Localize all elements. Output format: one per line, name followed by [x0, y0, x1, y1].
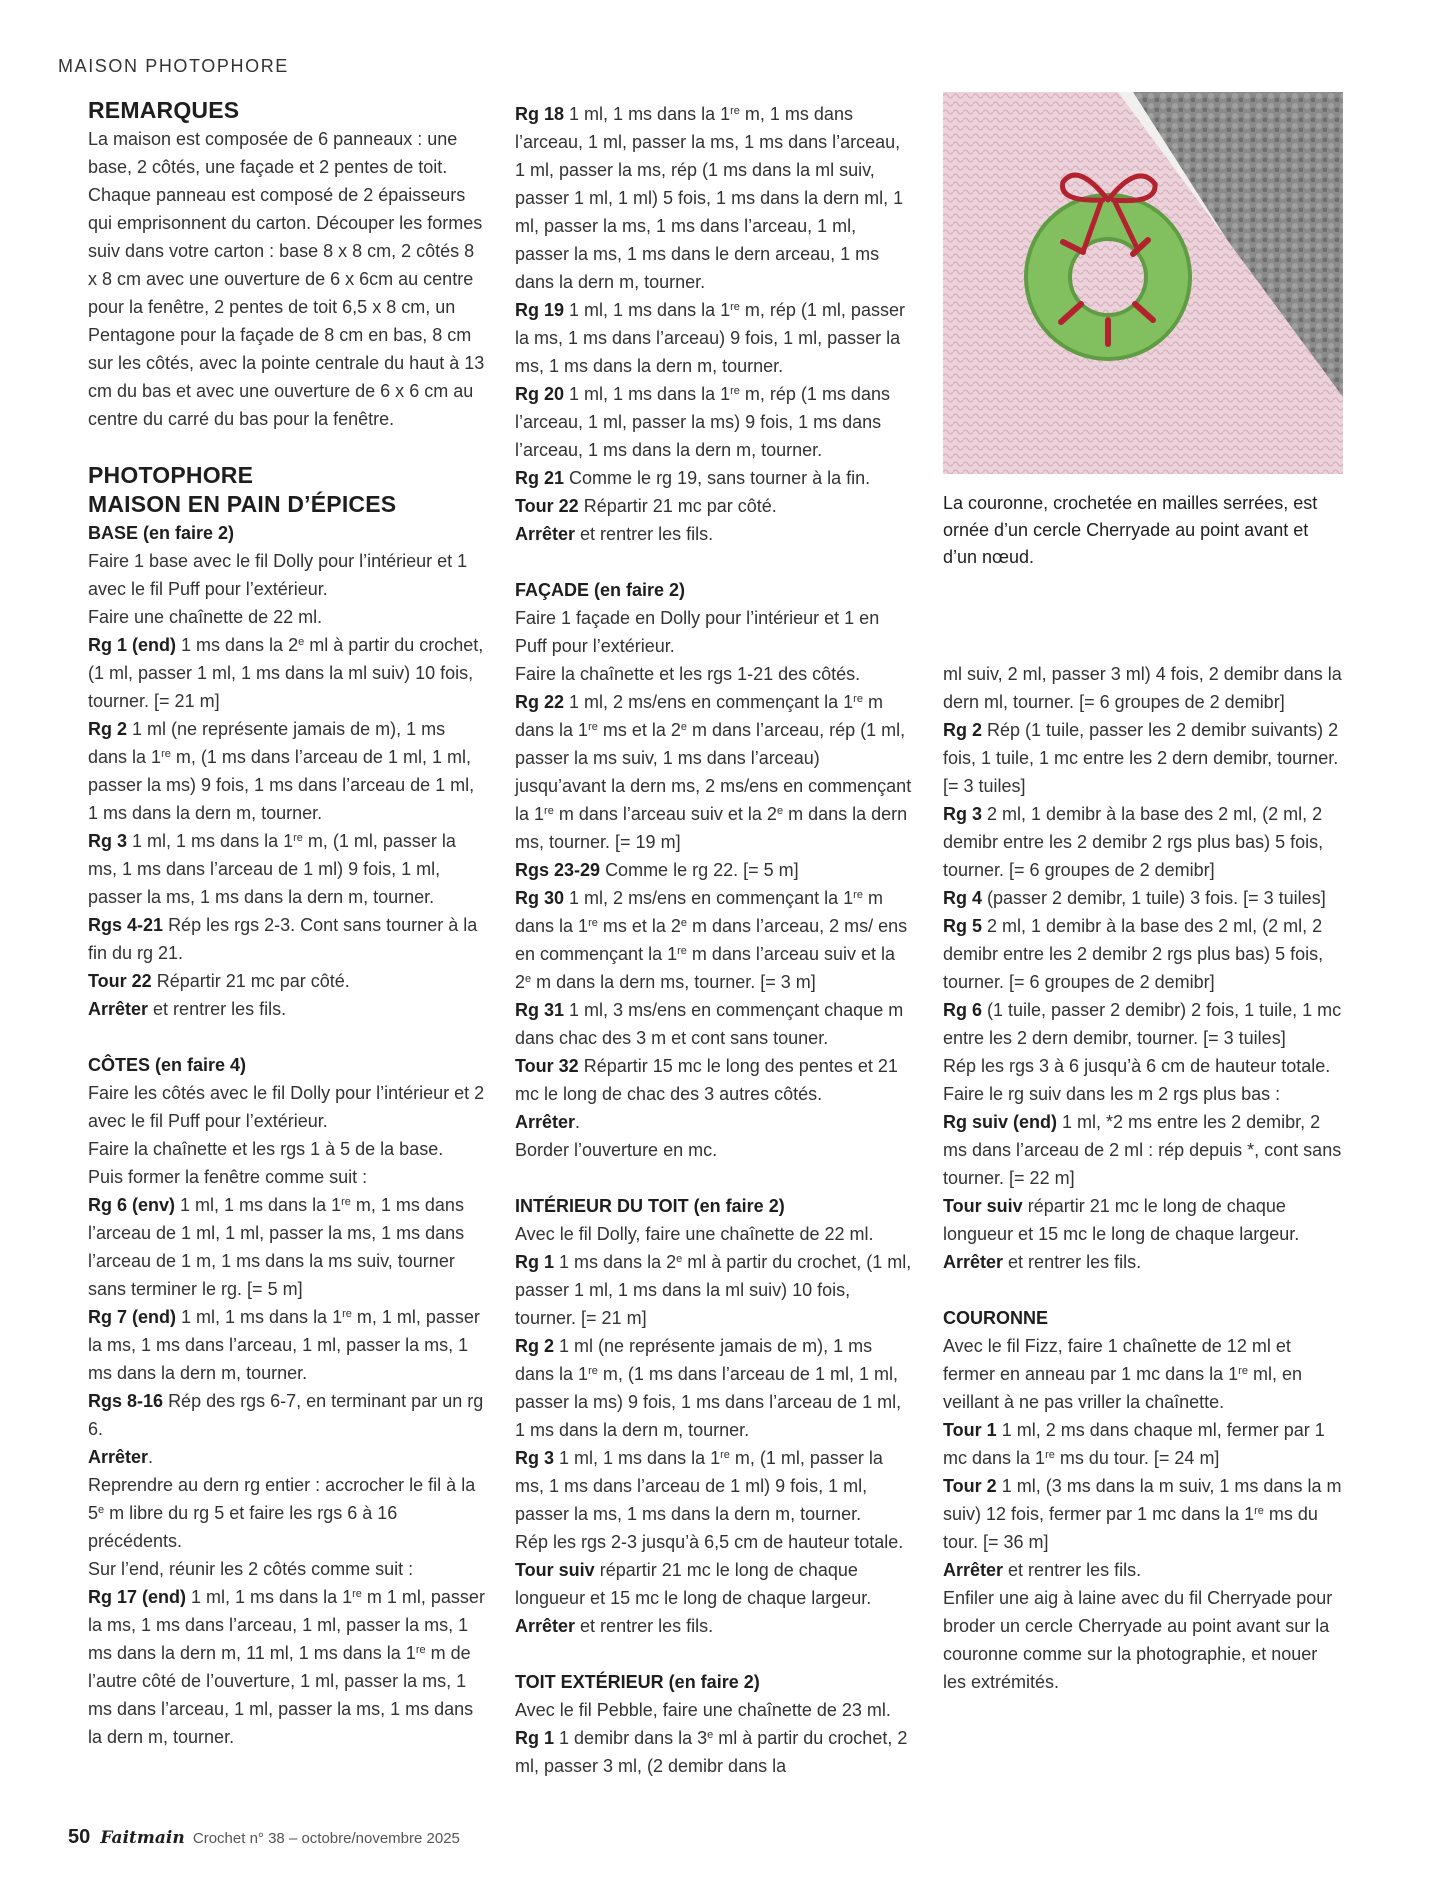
interieur-toursuiv: Tour suiv répartir 21 mc le long de chaque longueur et 15 mc le long de chaque largeur.: [515, 1560, 872, 1608]
facade-tour32: Tour 32 Répartir 15 mc le long des pentes et 21 mc le long de chac des 3 autres côtés.: [515, 1056, 898, 1104]
cotes-p2: Faire la chaînette et les rgs 1 à 5 de la base.: [88, 1139, 444, 1159]
base-rgs4-21: Rgs 4-21 Rép les rgs 2-3. Cont sans tourner à la fin du rg 21.: [88, 915, 478, 963]
toit-p1: Avec le fil Pebble, faire une chaînette de 23 ml.: [515, 1700, 891, 1720]
interieur-title: INTÉRIEUR DU TOIT (en faire 2): [515, 1196, 785, 1216]
interieur-p1: Avec le fil Dolly, faire une chaînette de 22 ml.: [515, 1224, 874, 1244]
cotes-p1: Faire les côtés avec le fil Dolly pour l’intérieur et 2 avec le fil Puff pour l’extérieur.: [88, 1083, 485, 1131]
base-rg1: Rg 1 (end) 1 ms dans la 2e ml à partir du crochet, (1 ml, passer 1 ml, 1 ms dans la ml suiv) 10 fois, tourner. [= 21 m]: [88, 635, 484, 711]
base-rg3: Rg 3 1 ml, 1 ms dans la 1re m, (1 ml, passer la ms, 1 ms dans l’arceau de 1 ml) 9 fois, 1 ml, passer la ms, 1 ms dans la dern m, tourner.: [88, 831, 456, 907]
issue-info: Crochet n° 38 – octobre/novembre 2025: [192, 1830, 460, 1847]
facade-rg22: Rg 22 1 ml, 2 ms/ens en commençant la 1re m dans la 1re ms et la 2e m dans l’arceau, rép (1 ml, passer la ms suiv, 1 ms dans l’arceau) jusqu’avant la dern ms, 2 ms/ens en commençant la 1re m dans l’arceau suiv et la 2e m dans la dern ms, tourner. [= 19 m]: [515, 692, 912, 852]
couronne-tour1: Tour 1 1 ml, 2 ms dans chaque ml, fermer par 1 mc dans la 1re ms du tour. [= 24 m]: [943, 1420, 1325, 1468]
interieur-rg1: Rg 1 1 ms dans la 2e ml à partir du crochet, (1 ml, passer 1 ml, 1 ms dans la ml suiv) 10 fois, tourner. [= 21 m]: [515, 1252, 912, 1328]
couronne-arreter: Arrêter et rentrer les fils.: [943, 1560, 1142, 1580]
cotes-tour22: Tour 22 Répartir 21 mc par côté.: [515, 496, 777, 516]
toit-rg3: Rg 3 2 ml, 1 demibr à la base des 2 ml, (2 ml, 2 demibr entre les 2 demibr 2 rgs plus bas) 5 fois, tourner. [= 6 groupes de 2 demibr]: [943, 804, 1324, 880]
page-number: 50: [68, 1826, 91, 1848]
cotes-reprendre: Reprendre au dern rg entier : accrocher le fil à la 5e m libre du rg 5 et faire les rgs 6 à 16 précédents.: [88, 1475, 476, 1551]
cotes-sur-lend: Sur l’end, réunir les 2 côtés comme suit :: [88, 1559, 414, 1579]
base-rg2: Rg 2 1 ml (ne représente jamais de m), 1 ms dans la 1re m, (1 ms dans l’arceau de 1 ml, 1 ml, passer la ms) 9 fois, 1 ms dans l’arceau de 1 ml, 1 ms dans la dern m, tourner.: [88, 719, 475, 823]
cotes-rg18: Rg 18 1 ml, 1 ms dans la 1re m, 1 ms dans l’arceau, 1 ml, passer la ms, 1 ms dans l’arceau, 1 ml, passer la ms, rép (1 ms dans la ml suiv, passer 1 ml, 1 ml) 5 fois, 1 ms dans la dern ml, 1 ml, passer la ms, 1 ms dans l’arceau, 1 ml, passer la ms, 1 ms dans le dern arceau, 1 ms dans la dern m, tourner.: [515, 104, 904, 292]
cotes-rg17: Rg 17 (end) 1 ml, 1 ms dans la 1re m 1 ml, passer la ms, 1 ms dans l’arceau, 1 ml, passer la ms, 1 ms dans la dern m, 11 ml, 1 ms dans la 1re m de l’autre côté de l’ouverture, 1 ml, passer la ms, 1 ms dans l’arceau, 1 ml, passer la ms, 1 ms dans la dern m, tourner.: [88, 1587, 485, 1747]
facade-p2: Faire la chaînette et les rgs 1-21 des côtés.: [515, 664, 861, 684]
couronne-tour2: Tour 2 1 ml, (3 ms dans la m suiv, 1 ms dans la m suiv) 12 fois, fermer par 1 mc dans la 1re ms du tour. [= 36 m]: [943, 1476, 1342, 1552]
main-title-2: MAISON EN PAIN D’ÉPICES: [88, 491, 397, 517]
facade-p1: Faire 1 façade en Dolly pour l’intérieur et 1 en Puff pour l’extérieur.: [515, 608, 880, 656]
cotes-rg19: Rg 19 1 ml, 1 ms dans la 1re m, rép (1 ml, passer la ms, 1 ms dans l’arceau) 9 fois, 1 ml, passer la ms, 1 ms dans la dern m, tourner.: [515, 300, 905, 376]
toit-rg1: Rg 1 1 demibr dans la 3e ml à partir du crochet, 2 ml, passer 3 ml, (2 demibr dans la: [515, 1728, 908, 1776]
couronne-p1: Avec le fil Fizz, faire 1 chaînette de 12 ml et fermer en anneau par 1 mc dans la 1re ml, en veillant à ne pas vriller la chaînette.: [943, 1336, 1302, 1412]
interieur-rg3: Rg 3 1 ml, 1 ms dans la 1re m, (1 ml, passer la ms, 1 ms dans l’arceau de 1 ml) 9 fois, 1 ml, passer la ms, 1 ms dans la dern m, tourner.: [515, 1448, 883, 1524]
facade-title: FAÇADE (en faire 2): [515, 580, 686, 600]
cotes-rg7: Rg 7 (end) 1 ml, 1 ms dans la 1re m, 1 ml, passer la ms, 1 ms dans l’arceau, 1 ml, passer la ms, 1 ms dans la dern m, tourner.: [88, 1307, 480, 1383]
photo-caption: La couronne, crochetée en mailles serrées, est ornée d’un cercle Cherryade au point avant et d’un nœud.: [943, 493, 1318, 567]
couronne-enfiler: Enfiler une aig à laine avec du fil Cherryade pour broder un cercle Cherryade au point avant sur la couronne comme sur la photographie, et nouer les extrémités.: [943, 1588, 1333, 1692]
toit-cont: ml suiv, 2 ml, passer 3 ml) 4 fois, 2 demibr dans la dern ml, tourner. [= 6 groupes de 2 demibr]: [943, 664, 1342, 712]
remarques-text: La maison est composée de 6 panneaux : une base, 2 côtés, une façade et 2 pentes de toit. Chaque panneau est composé de 2 épaisseurs qui emprisonnent du carton. Découper les formes suiv dans votre carton : base 8 x 8 cm, 2 côtés 8 x 8 cm avec une ouverture de 6 x 6cm au centre pour la fenêtre, 2 pentes de toit 6,5 x 8 cm, un Pentagone pour la façade de 8 cm en bas, 8 cm sur les côtés, avec la pointe centrale du haut à 13 cm du bas et avec une ouverture de 6 x 6 cm au centre du carré du bas pour la fenêtre.: [88, 129, 485, 429]
cotes-rg6: Rg 6 (env) 1 ml, 1 ms dans la 1re m, 1 ms dans l’arceau de 1 ml, 1 ml, passer la ms, 1 ms dans l’arceau de 1 m, 1 ms dans la ms suiv, tourner sans terminer le rg. [= 5 m]: [88, 1195, 465, 1299]
toit-rg2: Rg 2 Rép (1 tuile, passer les 2 demibr suivants) 2 fois, 1 tuile, 1 mc entre les 2 dern demibr, tourner. [= 3 tuiles]: [943, 720, 1339, 796]
base-p1: Faire 1 base avec le fil Dolly pour l’intérieur et 1 avec le fil Puff pour l’extérieur.: [88, 551, 468, 599]
base-arreter: Arrêter et rentrer les fils.: [88, 999, 287, 1019]
cotes-rg21: Rg 21 Comme le rg 19, sans tourner à la fin.: [515, 468, 871, 488]
interieur-arreter: Arrêter et rentrer les fils.: [515, 1616, 714, 1636]
cotes-arreter: Arrêter.: [88, 1447, 154, 1467]
cotes-rgs8-16: Rgs 8-16 Rép des rgs 6-7, en terminant par un rg 6.: [88, 1391, 484, 1439]
toit-rg5: Rg 5 2 ml, 1 demibr à la base des 2 ml, (2 ml, 2 demibr entre les 2 demibr 2 rgs plus bas) 5 fois, tourner. [= 6 groupes de 2 demibr]: [943, 916, 1324, 992]
interieur-rep: Rép les rgs 2-3 jusqu’à 6,5 cm de hauteur totale.: [515, 1532, 904, 1552]
toit-rep36: Rép les rgs 3 à 6 jusqu’à 6 cm de hauteur totale.: [943, 1056, 1331, 1076]
base-title: BASE (en faire 2): [88, 523, 235, 543]
base-tour22: Tour 22 Répartir 21 mc par côté.: [88, 971, 350, 991]
cotes-rg20: Rg 20 1 ml, 1 ms dans la 1re m, rép (1 ms dans l’arceau, 1 ml, passer la ms) 9 fois, 1 ms dans l’arceau, 1 ms dans la dern m, tourner.: [515, 384, 890, 460]
toit-rg4: Rg 4 (passer 2 demibr, 1 tuile) 3 fois. [= 3 tuiles]: [943, 888, 1326, 908]
facade-rg30: Rg 30 1 ml, 2 ms/ens en commençant la 1re m dans la 1re ms et la 2e m dans l’arceau, 2 ms/ ens en commençant la 1re m dans l’arceau suiv et la 2e m dans la dern ms, tourner. [= 3 m]: [515, 888, 908, 992]
toit-toursuiv: Tour suiv répartir 21 mc le long de chaque longueur et 15 mc le long de chaque largeur.: [943, 1196, 1300, 1244]
cotes-title: CÔTES (en faire 4): [88, 1055, 247, 1075]
facade-arreter: Arrêter.: [515, 1112, 581, 1132]
couronne-title: COURONNE: [943, 1308, 1049, 1328]
cotes-p3: Puis former la fenêtre comme suit :: [88, 1167, 368, 1187]
wreath-photo: [943, 92, 1343, 474]
remarques-title: REMARQUES: [88, 97, 240, 123]
toit-title: TOIT EXTÉRIEUR (en faire 2): [515, 1672, 760, 1692]
toit-rg6: Rg 6 (1 tuile, passer 2 demibr) 2 fois, 1 tuile, 1 mc entre les 2 dern demibr, tourner. [= 3 tuiles]: [943, 1000, 1342, 1048]
toit-rgsuiv: Rg suiv (end) 1 ml, *2 ms entre les 2 demibr, 2 ms dans l’arceau de 2 ml : rép depuis *, cont sans tourner. [= 22 m]: [943, 1112, 1342, 1188]
facade-rg31: Rg 31 1 ml, 3 ms/ens en commençant chaque m dans chac des 3 m et cont sans touner.: [515, 1000, 904, 1048]
brand-logo: Faitmain: [100, 1828, 185, 1848]
facade-rgs23-29: Rgs 23-29 Comme le rg 22. [= 5 m]: [515, 860, 799, 880]
interieur-rg2: Rg 2 1 ml (ne représente jamais de m), 1 ms dans la 1re m, (1 ms dans l’arceau de 1 ml, 1 ml, passer la ms) 9 fois, 1 ms dans l’arceau de 1 ml, 1 ms dans la dern m, tourner.: [515, 1336, 902, 1440]
main-title-1: PHOTOPHORE: [88, 462, 254, 488]
toit-faire-rg: Faire le rg suiv dans les m 2 rgs plus bas :: [943, 1084, 1281, 1104]
crocheted-wreath-photo-icon: [943, 92, 1343, 474]
running-head: MAISON PHOTOPHORE: [58, 56, 289, 76]
facade-border: Border l’ouverture en mc.: [515, 1140, 718, 1160]
column-2: [515, 100, 915, 1780]
cotes-arreter-2: Arrêter et rentrer les fils.: [515, 524, 714, 544]
toit-arreter: Arrêter et rentrer les fils.: [943, 1252, 1142, 1272]
page-footer: [68, 1826, 460, 1849]
column-1: [88, 96, 488, 1751]
base-p2: Faire une chaînette de 22 ml.: [88, 607, 323, 627]
column-3: [943, 660, 1343, 1696]
